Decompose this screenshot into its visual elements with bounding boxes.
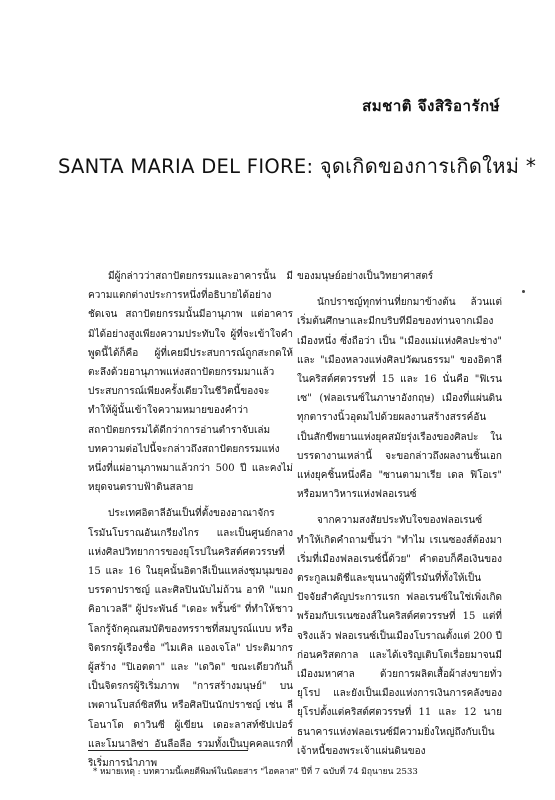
paragraph: ประเทศอิตาลีอันเป็นที่ตั้งของอาณาจักรโรมันโบราณอันเกรียงไกร และเป็นศูนย์กลางแห่งศิลปวิทยาการของยุโรปในคริสต์ศตวรรษที่ 15 และ 16 ในยุคนั้นอิตาลีเป็นแหล่งชุมนุมของบรรดาปราชญ์ และศิลปินนับไม่ถ้วน อาทิ "แมกคิอาเวลลี" ผู้ประพันธ์ "เดอะ พริ้นซ์" ที่ทำให้ชาวโลกรู้จักคุณสมบัติของทรราชที่สมบูรณ์แบบ หรือจิตรกรผู้เรืองชื่อ "ไมเคิล แองเจโล" ประติมากรผู้สร้าง "ปิเอตตา" และ "เดวิด" ขณะเดียวกันก็เป็นจิตรกรผู้ริเริ่มภาพ "การสร้างมนุษย์" บนเพดานโบสถ์ซิสทีน หรือศิลปินนักปราชญ์ เช่น ลีโอนาโด ดาวินซี ผู้เขียน เดอะลาสท์ซัปเปอร์ และโมนาลิซ่า อันลือลือ รวมทั้งเป็นบุคคลแรกที่ริเริ่มการนำภาพ — [88, 508, 293, 770]
author-name: สมชาติ จึงสิริอารักษ์ — [362, 97, 500, 115]
footnote-divider — [88, 750, 248, 751]
scan-speck — [522, 290, 525, 293]
paragraph: มีผู้กล่าวว่าสถาปัตยกรรมและอาคารนั้น มีความแตกต่างประการหนึ่งที่อธิบายได้อย่างชัดเจน สถาปัตยกรรมนั้นมีอานุภาพ แต่อาคารมิได้อย่างสูงเพียงความประทับใจ ผู้ที่จะเข้าใจคำพูดนี้ได้ก็คือ ผู้ที่เคยมีประสบการณ์ถูกสะกดให้ตะลึงด้วยอานุภาพแห่งสถาปัตยกรรมมาแล้ว ประสบการณ์เพียงครั้งเดียวในชีวิตนี้ของจะทำให้ผู้นั้นเข้าใจความหมายของคำว่าสถาปัตยกรรมได้ดีกว่าการอ่านตำราจับเล่ม บทความต่อไปนี้จะกล่าวถึงสถาปัตยกรรมแห่งหนึ่งที่แผ่อานุภาพมาแล้วกว่า 500 ปี และคงไม่หยุดจนตราบฟ้าดินสลาย — [88, 271, 293, 494]
footnote: * หมายเหตุ : บทความนี้เคยตีพิมพ์ในนิตยสาร "ไฮคลาส" ปีที่ 7 ฉบับที่ 74 มิถุนายน 2533 — [93, 767, 418, 777]
left-column — [88, 267, 293, 780]
title-thai: จุดเกิดของการเกิดใหม่ * — [319, 154, 537, 178]
title-latin: SANTA MARIA DEL FIORE: — [58, 155, 314, 178]
paragraph: จากความสงสัยประทับใจของฟลอเรนซ์ ทำให้เกิดคำถามขึ้นว่า "ทำไม เรเนซองส์ต้องมาเริ่มที่เมืองฟลอเรนซ์นี้ด้วย" คำตอบก็คือเงินของตระกูลเมดิชีและขุนนางผู้ที่ไรมันที่ทั้งให้เป็นปัจจัยสำคัญประการแรก ฟลอเรนซ์ในใช่เพิ่งเกิดพร้อมกับเรเนซองส์ในคริสต์ศตวรรษที่ 15 แต่ที่จริงแล้ว ฟลอเรนซ์เป็นเมืองโบราณตั้งแต่ 200 ปีก่อนคริสตกาล และได้เจริญเติบโตเรื่อยมาจนมีเมืองมหาศาล ด้วยการผลิตเสื้อผ้าส่งขายทั่วยุโรป และยังเป็นเมืองแห่งการเงินการคลังของยุโรปตั้งแต่คริสต์ศตวรรษที่ 11 และ 12 นายธนาคารแห่งฟลอเรนซ์มีความยิ่งใหญ่ถึงกับเป็นเจ้าหนี้ของพระเจ้าแผ่นดินของ — [297, 515, 502, 757]
article-title — [58, 150, 537, 182]
paragraph: นักปราชญ์ทุกท่านที่ยกมาข้างต้น ล้วนแต่เริ่มต้นศึกษาและมีกบริบทีมีอของท่านจากเมืองเมืองหนึ่ง ซึ่งถือว่า เป็น "เมืองแม่แห่งศิลปะช่าง" และ "เมืองหลวงแห่งศิลปวัฒนธรรม" ของอิตาลีในคริสต์ศตวรรษที่ 15 และ 16 นั่นคือ "ฟิเรนเซ" (ฟลอเรนซ์ในภาษาอังกฤษ) เมืองที่แผ่นดินทุกตารางนิ้วอุดมไปด้วยผลงานสร้างสรรค์อันเป็นสักขีพยานแห่งยุคสมัยรุ่งเรืองของศิลปะ ในบรรดางานเหล่านี้ จะขอกล่าวถึงผลงานชิ้นเอกแห่งยุคชิ้นหนึ่งคือ "ซานตามาเรีย เดล ฟิโอเร" หรือมหาวิหารแห่งฟลอเรนซ์ — [297, 297, 502, 501]
paragraph: ของมนุษย์อย่างเป็นวิทยาศาสตร์ — [297, 271, 434, 282]
right-column — [297, 267, 502, 768]
